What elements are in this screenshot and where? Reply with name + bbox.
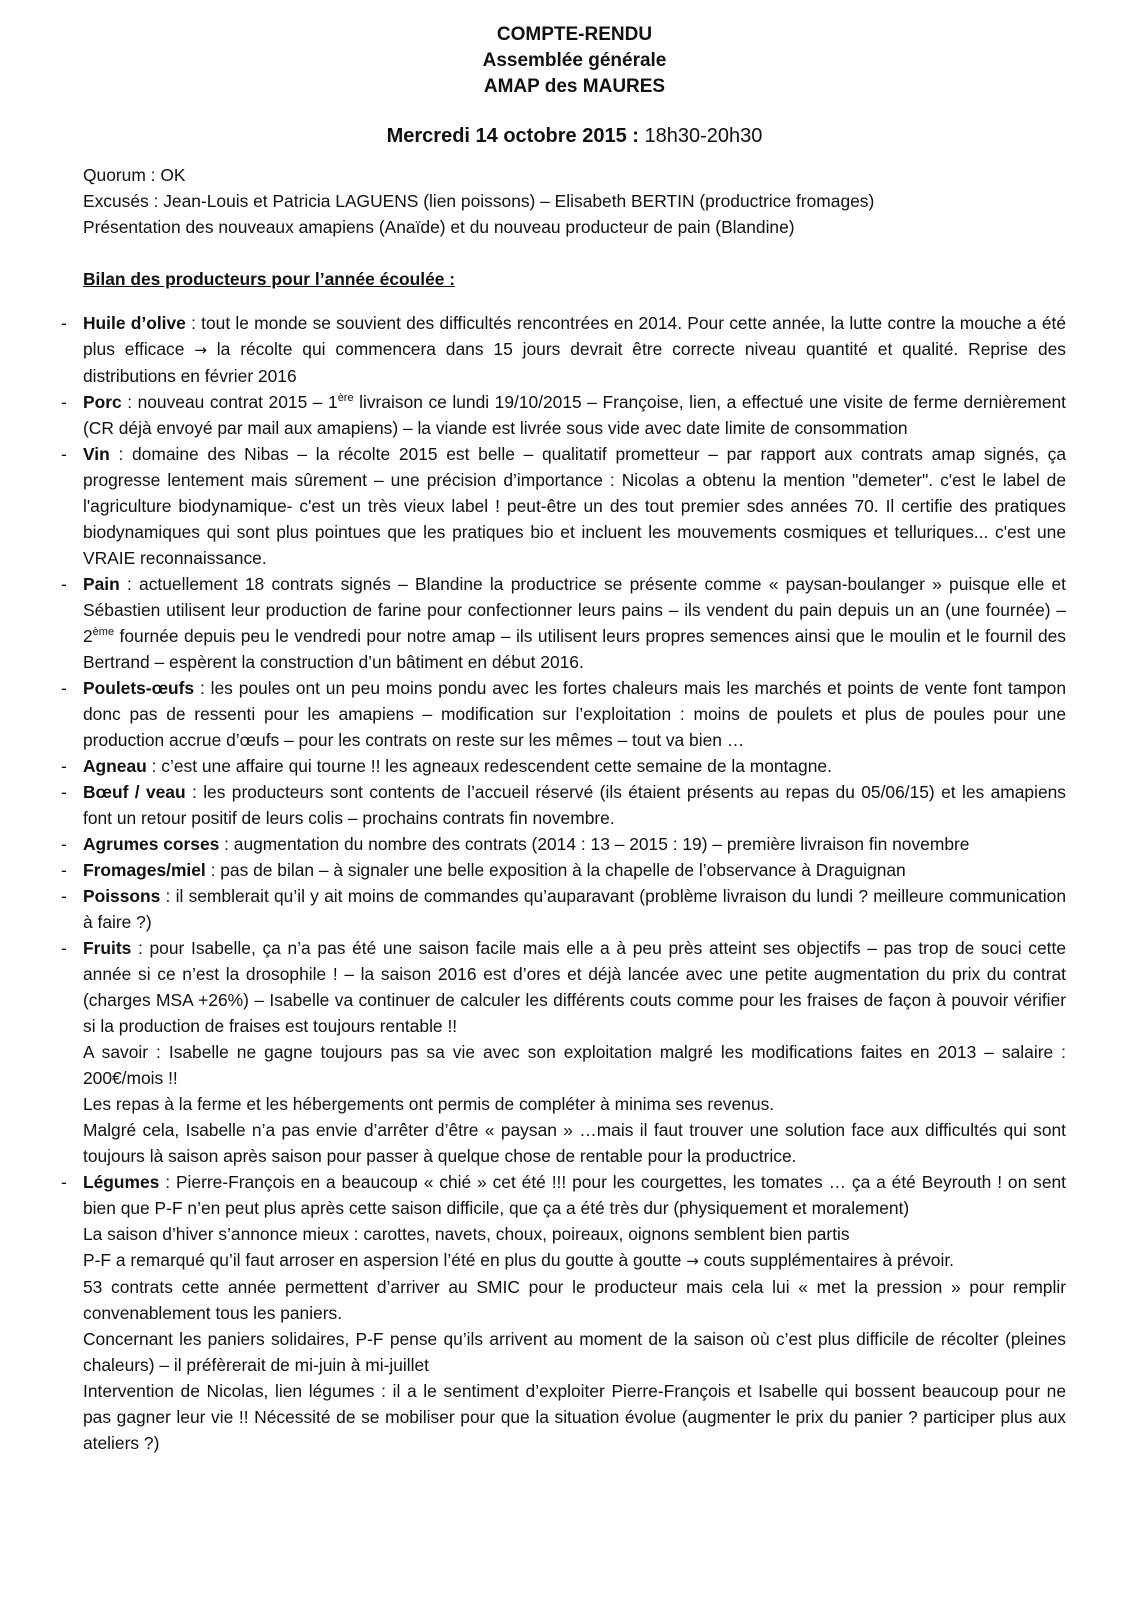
arrow-icon: →: [194, 341, 207, 359]
item-name: Huile d’olive: [83, 313, 186, 333]
item-name: Pain: [83, 574, 120, 594]
item-name: Agrumes corses: [83, 834, 220, 854]
item-text: fournée depuis peu le vendredi pour notre amap – ils utilisent leurs propres semences ainsi que le moulin et le fournil des Bertrand – espèrent la construction d’un bâtiment en début 2016.: [83, 626, 1066, 672]
item-name: Bœuf / veau: [83, 782, 186, 802]
presentation-line: Présentation des nouveaux amapiens (Anaïde) et du nouveau producteur de pain (Blandine): [83, 217, 795, 237]
item-text: : domaine des Nibas – la récolte 2015 est belle – qualitatif prometteur – par rapport aux contrats amap signés, ça progresse lentement mais sûrement – une précision d’importance : Nicolas a obtenu la mention "demeter". c'est le label de l'agriculture biodynamique- c'est un très vieux label ! peut-être un des tout premier sdes années 70. Il certifie des pratiques biodynamiques qui sont plus pointues que les pratiques bio et incluent les mouvements cosmiques et telluriques... c'est une VRAIE reconnaissance.: [83, 444, 1066, 568]
item-paragraph: Concernant les paniers solidaires, P-F pense qu’ils arrivent au moment de la saison où c’est plus difficile de récolter (pleines chaleurs) – il préfèrerait de mi-juin à mi-juillet: [83, 1329, 1066, 1375]
item-text: : augmentation du nombre des contrats (2014 : 13 – 2015 : 19) – première livraison fin novembre: [219, 834, 970, 854]
list-item: [61, 310, 1067, 389]
intro-block: [83, 162, 1066, 240]
item-text: : les poules ont un peu moins pondu avec les fortes chaleurs mais les marchés et points de vente font tampon donc pas de ressenti pour les amapiens – modification sur l’exploitation : moins de poulets et plus de poules pour une production accrue d’œufs – pour les contrats on reste sur les mêmes – tout va bien …: [83, 678, 1066, 750]
item-name: Porc: [83, 392, 122, 412]
bullet: -: [61, 860, 67, 880]
list-item: [61, 935, 1066, 1169]
bullet: -: [61, 392, 67, 412]
item-paragraph: Malgré cela, Isabelle n’a pas envie d’arrêter d’être « paysan » …mais il faut trouver une solution face aux difficultés qui sont toujours là saison après saison pour passer à quelque chose de rentable pour la productrice.: [83, 1120, 1066, 1166]
bullet: -: [61, 444, 67, 464]
item-paragraph: Intervention de Nicolas, lien légumes : il a le sentiment d’exploiter Pierre-François et Isabelle qui bossent beaucoup pour ne pas gagner leur vie !! Nécessité de se mobiliser pour que la situation évolue (augmenter le prix du panier ? participer plus aux ateliers ?): [83, 1381, 1066, 1453]
item-text: la récolte qui commencera dans 15 jours devrait être correcte niveau quantité et qualité. Reprise des distributions en février 2016: [83, 339, 1067, 386]
item-text: : actuellement 18 contrats signés – Blandine la productrice se présente comme « paysan-boulanger » puisque elle et Sébastien utilisent leur production de farine pour confectionner leurs pains – ils vendent du pain depuis un an (une fournée) – 2: [83, 574, 1066, 646]
item-paragraph: La saison d’hiver s’annonce mieux : carottes, navets, choux, poireaux, oignons semblent bien partis: [83, 1224, 850, 1244]
item-text: : tout le monde se souvient des difficultés rencontrées en 2014. Pour cette année, la lutte contre la mouche a été plus efficace: [83, 313, 1066, 359]
excuses-line: Excusés : Jean-Louis et Patricia LAGUENS (lien poissons) – Elisabeth BERTIN (productrice fromages): [83, 191, 875, 211]
header-subtitle: Assemblée générale: [482, 50, 667, 71]
item-paragraph: Les repas à la ferme et les hébergements ont permis de compléter à minima ses revenus.: [83, 1094, 775, 1114]
item-name: Vin: [83, 444, 110, 464]
list-item: [61, 883, 1066, 935]
header-title: COMPTE-RENDU: [496, 24, 653, 45]
item-name: Fromages/miel: [83, 860, 206, 880]
list-item: [61, 831, 1066, 857]
list-item: [61, 753, 1066, 779]
item-text: : pas de bilan – à signaler une belle exposition à la chapelle de l’observance à Draguignan: [205, 860, 906, 880]
list-item: [61, 571, 1066, 675]
bullet: -: [61, 313, 67, 333]
item-text: : nouveau contrat 2015 – 1: [121, 392, 338, 412]
item-text: livraison ce lundi 19/10/2015 – Françoise, lien, a effectué une visite de ferme dernièrement (CR déjà envoyé par mail aux amapiens) – la viande est livrée sous vide avec date limite de consommation: [83, 392, 1067, 438]
bullet: -: [61, 574, 67, 594]
producer-list: [61, 310, 1067, 1456]
list-item: [61, 441, 1066, 571]
bullet: -: [61, 1172, 67, 1192]
item-paragraph: A savoir : Isabelle ne gagne toujours pas sa vie avec son exploitation malgré les modifications faites en 2013 – salaire : 200€/mois !!: [83, 1042, 1066, 1088]
list-item: [61, 675, 1066, 753]
item-name: Agneau: [83, 756, 147, 776]
quorum-line: Quorum : OK: [83, 165, 186, 185]
list-item: [61, 1169, 1066, 1456]
item-paragraph: 53 contrats cette année permettent d’arriver au SMIC pour le producteur mais cela lui « met la pression » pour remplir convenablement tous les paniers.: [83, 1277, 1066, 1323]
bullet: -: [61, 756, 67, 776]
bullet: -: [61, 782, 67, 802]
item-name: Poissons: [83, 886, 161, 906]
bullet: -: [61, 938, 67, 958]
document-header: [83, 22, 1066, 100]
item-text: : c’est une affaire qui tourne !! les agneaux redescendent cette semaine de la montagne.: [146, 756, 832, 776]
list-item: [61, 779, 1066, 831]
item-text: : les producteurs sont contents de l’accueil réservé (ils étaient présents au repas du 05/06/15) et les amapiens font un retour positif de leurs colis – prochains contrats fin novembre.: [83, 782, 1066, 828]
meeting-day: Mercredi 14 octobre 2015: [386, 125, 627, 147]
date-separator: :: [626, 125, 645, 147]
item-superscript: ème: [92, 626, 115, 639]
list-item: [61, 857, 1066, 883]
item-superscript: ère: [337, 392, 354, 405]
item-text: : pour Isabelle, ça n’a pas été une saison facile mais elle a à peu près atteint ses objectifs – pas trop de souci cette année si ce n’est la drosophile ! – la saison 2016 est d’ores et déjà lancée avec une petite augmentation du prix du contrat (charges MSA +26%) – Isabelle va continuer de calculer les différents couts comme pour les fraises de façon à pouvoir vérifier si la production de fraises est toujours rentable !!: [83, 938, 1066, 1036]
bullet: -: [61, 886, 67, 906]
meeting-time: 18h30-20h30: [644, 125, 763, 147]
item-name: Poulets-œufs: [83, 678, 195, 698]
list-item: [61, 389, 1067, 441]
item-name: Légumes: [83, 1172, 160, 1192]
item-name: Fruits: [83, 938, 132, 958]
meeting-date: [83, 122, 1066, 150]
item-text: P-F a remarqué qu’il faut arroser en aspersion l’été en plus du goutte à goutte: [83, 1250, 687, 1270]
header-organization: AMAP des MAURES: [483, 76, 666, 97]
item-text: : Pierre-François en a beaucoup « chié » cet été !!! pour les courgettes, les tomates … ça a été Beyrouth ! on sent bien que P-F n’en peut plus après cette saison difficile, que ça a été très dur (physiquement et moralement): [83, 1172, 1066, 1218]
item-text: : il semblerait qu’il y ait moins de commandes qu’auparavant (problème livraison du lundi ? meilleure communication à faire ?): [83, 886, 1066, 932]
bullet: -: [61, 834, 67, 854]
bullet: -: [61, 678, 67, 698]
arrow-icon: →: [686, 1252, 699, 1270]
item-text: couts supplémentaires à prévoir.: [698, 1250, 955, 1270]
section-title: Bilan des producteurs pour l’année écoulée :: [83, 269, 456, 289]
